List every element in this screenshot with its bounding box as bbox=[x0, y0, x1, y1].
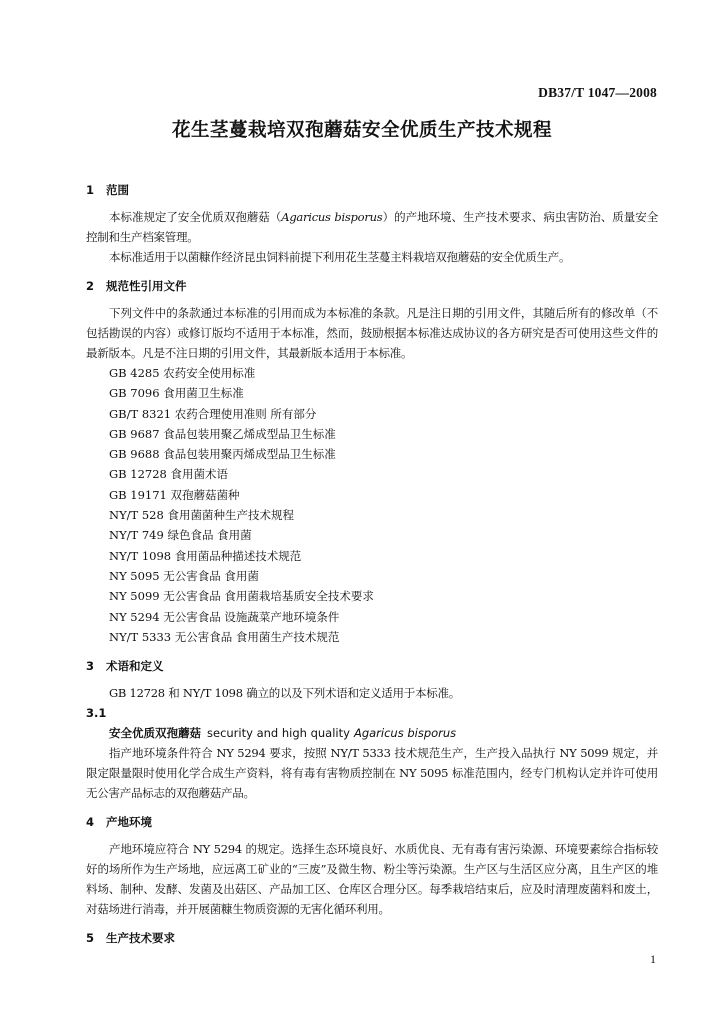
section-2-heading bbox=[86, 276, 658, 296]
section-number: 3 bbox=[86, 659, 95, 674]
reference-item: GB 12728 食用菌术语 bbox=[109, 467, 229, 482]
environment-paragraph: 产地环境应符合 NY 5294 的规定。选择生态环境良好、水质优良、无有毒有害污染源、环境要素综合指标较好的场所作为生产场地，应远离工矿业的“三废”及微生物、粉尘等污染源。生产区与生活区应分离，且生产区的堆料场、制种、发酵、发菌及出菇区、产品加工区、仓库区合理分区。每季栽培结束后，应及时清理废菌料和废土，对菇场进行消毒，并开展菌糠生物质资源的无害化循环利用。 bbox=[86, 842, 658, 917]
section-5-heading bbox=[86, 928, 658, 948]
page-number: 1 bbox=[650, 952, 656, 966]
scope-paragraph-2: 本标准适用于以菌糠作经济昆虫饲料前提下利用花生茎蔓主料栽培双孢蘑菇的安全优质生产。 bbox=[109, 250, 571, 264]
document-title: 花生茎蔓栽培双孢蘑菇安全优质生产技术规程 bbox=[171, 120, 552, 141]
document-body bbox=[86, 180, 658, 948]
reference-item: NY/T 1098 食用菌品种描述技术规范 bbox=[109, 548, 302, 563]
section-title: 生产技术要求 bbox=[106, 931, 175, 946]
reference-item: NY/T 528 食用菌菌种生产技术规程 bbox=[109, 508, 294, 523]
reference-item: GB 7096 食用菌卫生标准 bbox=[109, 386, 244, 401]
standard-code: DB37/T 1047—2008 bbox=[538, 85, 657, 100]
section-title: 规范性引用文件 bbox=[106, 279, 187, 293]
reference-item: GB/T 8321 农药合理使用准则 所有部分 bbox=[109, 406, 317, 421]
section-number: 4 bbox=[86, 815, 95, 830]
reference-item: NY 5099 无公害食品 食用菌栽培基质安全技术要求 bbox=[109, 589, 374, 604]
term-definition: 指产地环境条件符合 NY 5294 要求，按照 NY/T 5333 技术规范生产，生产投入品执行 NY 5099 规定，并限定限量限时使用化学合成生产资料，将有毒有害物质控制在 NY 5095 标准范围内，经专门机构认定并许可使用无公害产品标志的双孢蘑菇产品。 bbox=[86, 746, 658, 801]
section-title: 术语和定义 bbox=[106, 659, 164, 674]
reference-item: NY 5095 无公害食品 食用菌 bbox=[109, 568, 259, 583]
text-run: 本标准规定了安全优质双孢蘑菇（ bbox=[109, 210, 282, 224]
term-entry bbox=[86, 723, 658, 743]
section-title: 范围 bbox=[106, 183, 129, 197]
scope-paragraph-1 bbox=[86, 207, 658, 247]
reference-item: NY/T 5333 无公害食品 食用菌生产技术规范 bbox=[109, 629, 340, 644]
section-number: 5 bbox=[86, 931, 95, 946]
term-english: security and high quality bbox=[207, 726, 350, 741]
reference-item: NY 5294 无公害食品 设施蔬菜产地环境条件 bbox=[109, 609, 340, 624]
section-title: 产地环境 bbox=[106, 815, 152, 830]
term-chinese: 安全优质双孢蘑菇 bbox=[109, 726, 201, 741]
section-number: 2 bbox=[86, 279, 95, 293]
subsection-number: 3.1 bbox=[86, 706, 107, 721]
reference-item: GB 19171 双孢蘑菇菌种 bbox=[109, 487, 240, 502]
reference-item: GB 9687 食品包装用聚乙烯成型品卫生标准 bbox=[109, 426, 336, 441]
reference-item: GB 4285 农药安全使用标准 bbox=[109, 366, 256, 380]
reference-list bbox=[86, 363, 658, 647]
term-scientific-name: Agaricus bisporus bbox=[353, 726, 457, 741]
reference-item: GB 9688 食品包装用聚丙烯成型品卫生标准 bbox=[109, 447, 336, 462]
section-3-heading bbox=[86, 656, 658, 676]
section-4-heading bbox=[86, 812, 658, 832]
scientific-name: Agaricus bisporus bbox=[281, 210, 383, 224]
terms-intro: GB 12728 和 NY/T 1098 确立的以及下列术语和定义适用于本标准。 bbox=[109, 686, 460, 701]
section-number: 1 bbox=[86, 183, 95, 197]
text-run: ）的产地环境、生产技术要求、病虫害防治、质量安全控制和生产档案管理。 bbox=[86, 210, 659, 244]
references-intro: 下列文件中的条款通过本标准的引用而成为本标准的条款。凡是注日期的引用文件，其随后所有的修改单（不包括勘误的内容）或修订版均不适用于本标准，然而，鼓励根据本标准达成协议的各方研究是否可使用这些文件的最新版本。凡是不注日期的引用文件，其最新版本适用于本标准。 bbox=[86, 306, 658, 360]
section-1-heading bbox=[86, 180, 658, 200]
reference-item: NY/T 749 绿色食品 食用菌 bbox=[109, 528, 252, 543]
